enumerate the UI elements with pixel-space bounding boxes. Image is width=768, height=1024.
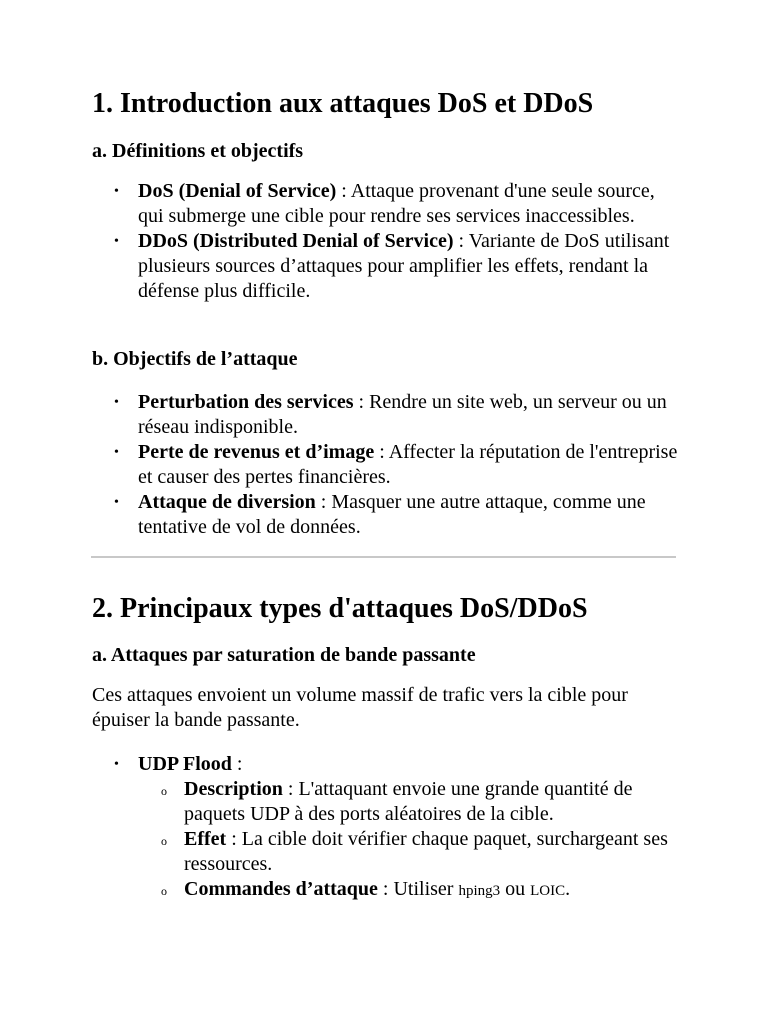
item-term: DDoS (Distributed Denial of Service): [138, 230, 454, 252]
item-term: UDP Flood: [138, 753, 232, 775]
list-item: [92, 490, 678, 540]
section-2a-intro: Ces attaques envoient un volume massif de trafic vers la cible pour épuiser la bande passante.: [92, 684, 628, 731]
item-separator: :: [231, 753, 243, 775]
section-2-title: 2. Principaux types d'attaques DoS/DDoS: [92, 593, 588, 624]
subitem-text: L'attaquant envoie une grande quantité de paquets UDP à des ports aléatoires de la cible.: [184, 778, 633, 825]
item-text: Attaque provenant d'une seule source, qui submerge une cible pour rendre ses services inaccessibles.: [138, 180, 655, 227]
item-text: Affecter la réputation de l'entreprise et causer des pertes financières.: [138, 441, 678, 488]
item-text: Variante de DoS utilisant plusieurs sources d’attaques pour amplifier les effets, rendant la défense plus difficile.: [138, 230, 670, 302]
subitem-term: Effet: [184, 828, 227, 850]
sub-list-item: [138, 777, 678, 827]
sub-list-item: [138, 827, 678, 877]
definitions-list: [92, 179, 678, 304]
item-separator: :: [453, 230, 469, 252]
section-2a-heading: a. Attaques par saturation de bande passante: [92, 644, 476, 666]
item-separator: :: [374, 441, 389, 463]
item-separator: :: [315, 491, 332, 513]
subitem-separator: :: [377, 878, 394, 900]
item-text: Rendre un site web, un serveur ou un réseau indisponible.: [138, 391, 667, 438]
item-text: Masquer une autre attaque, comme une tentative de vol de données.: [138, 491, 646, 538]
list-item: [92, 179, 678, 229]
tool-name: LOIC: [530, 883, 566, 899]
section-1-title: 1. Introduction aux attaques DoS et DDoS: [92, 88, 594, 119]
item-separator: :: [336, 180, 351, 202]
item-term: Perte de revenus et d’image: [138, 441, 375, 463]
section-1a-heading: a. Définitions et objectifs: [92, 140, 304, 162]
objectives-list: [92, 390, 678, 540]
subitem-term: Commandes d’attaque: [184, 878, 378, 900]
item-separator: :: [353, 391, 370, 413]
subitem-text: La cible doit vérifier chaque paquet, surchargeant ses ressources.: [184, 828, 668, 875]
item-term: Perturbation des services: [138, 391, 354, 413]
list-item: [92, 390, 678, 440]
subitem-text: ou: [500, 878, 531, 900]
sub-list-item: [138, 877, 678, 904]
item-term: DoS (Denial of Service): [138, 180, 337, 202]
subitem-text: .: [565, 878, 571, 900]
section-divider: [91, 556, 676, 558]
subitem-term: Description: [184, 778, 283, 800]
item-term: Attaque de diversion: [138, 491, 316, 513]
section-1b-heading: b. Objectifs de l’attaque: [92, 348, 298, 370]
tool-name: hping3: [458, 883, 501, 899]
attack-types-list: [92, 752, 678, 904]
list-item: [92, 229, 678, 304]
list-item: [92, 752, 678, 904]
subitem-text: Utiliser: [393, 878, 459, 900]
sub-list: [138, 777, 678, 904]
subitem-separator: :: [282, 778, 299, 800]
subitem-separator: :: [226, 828, 242, 850]
list-item: [92, 440, 678, 490]
